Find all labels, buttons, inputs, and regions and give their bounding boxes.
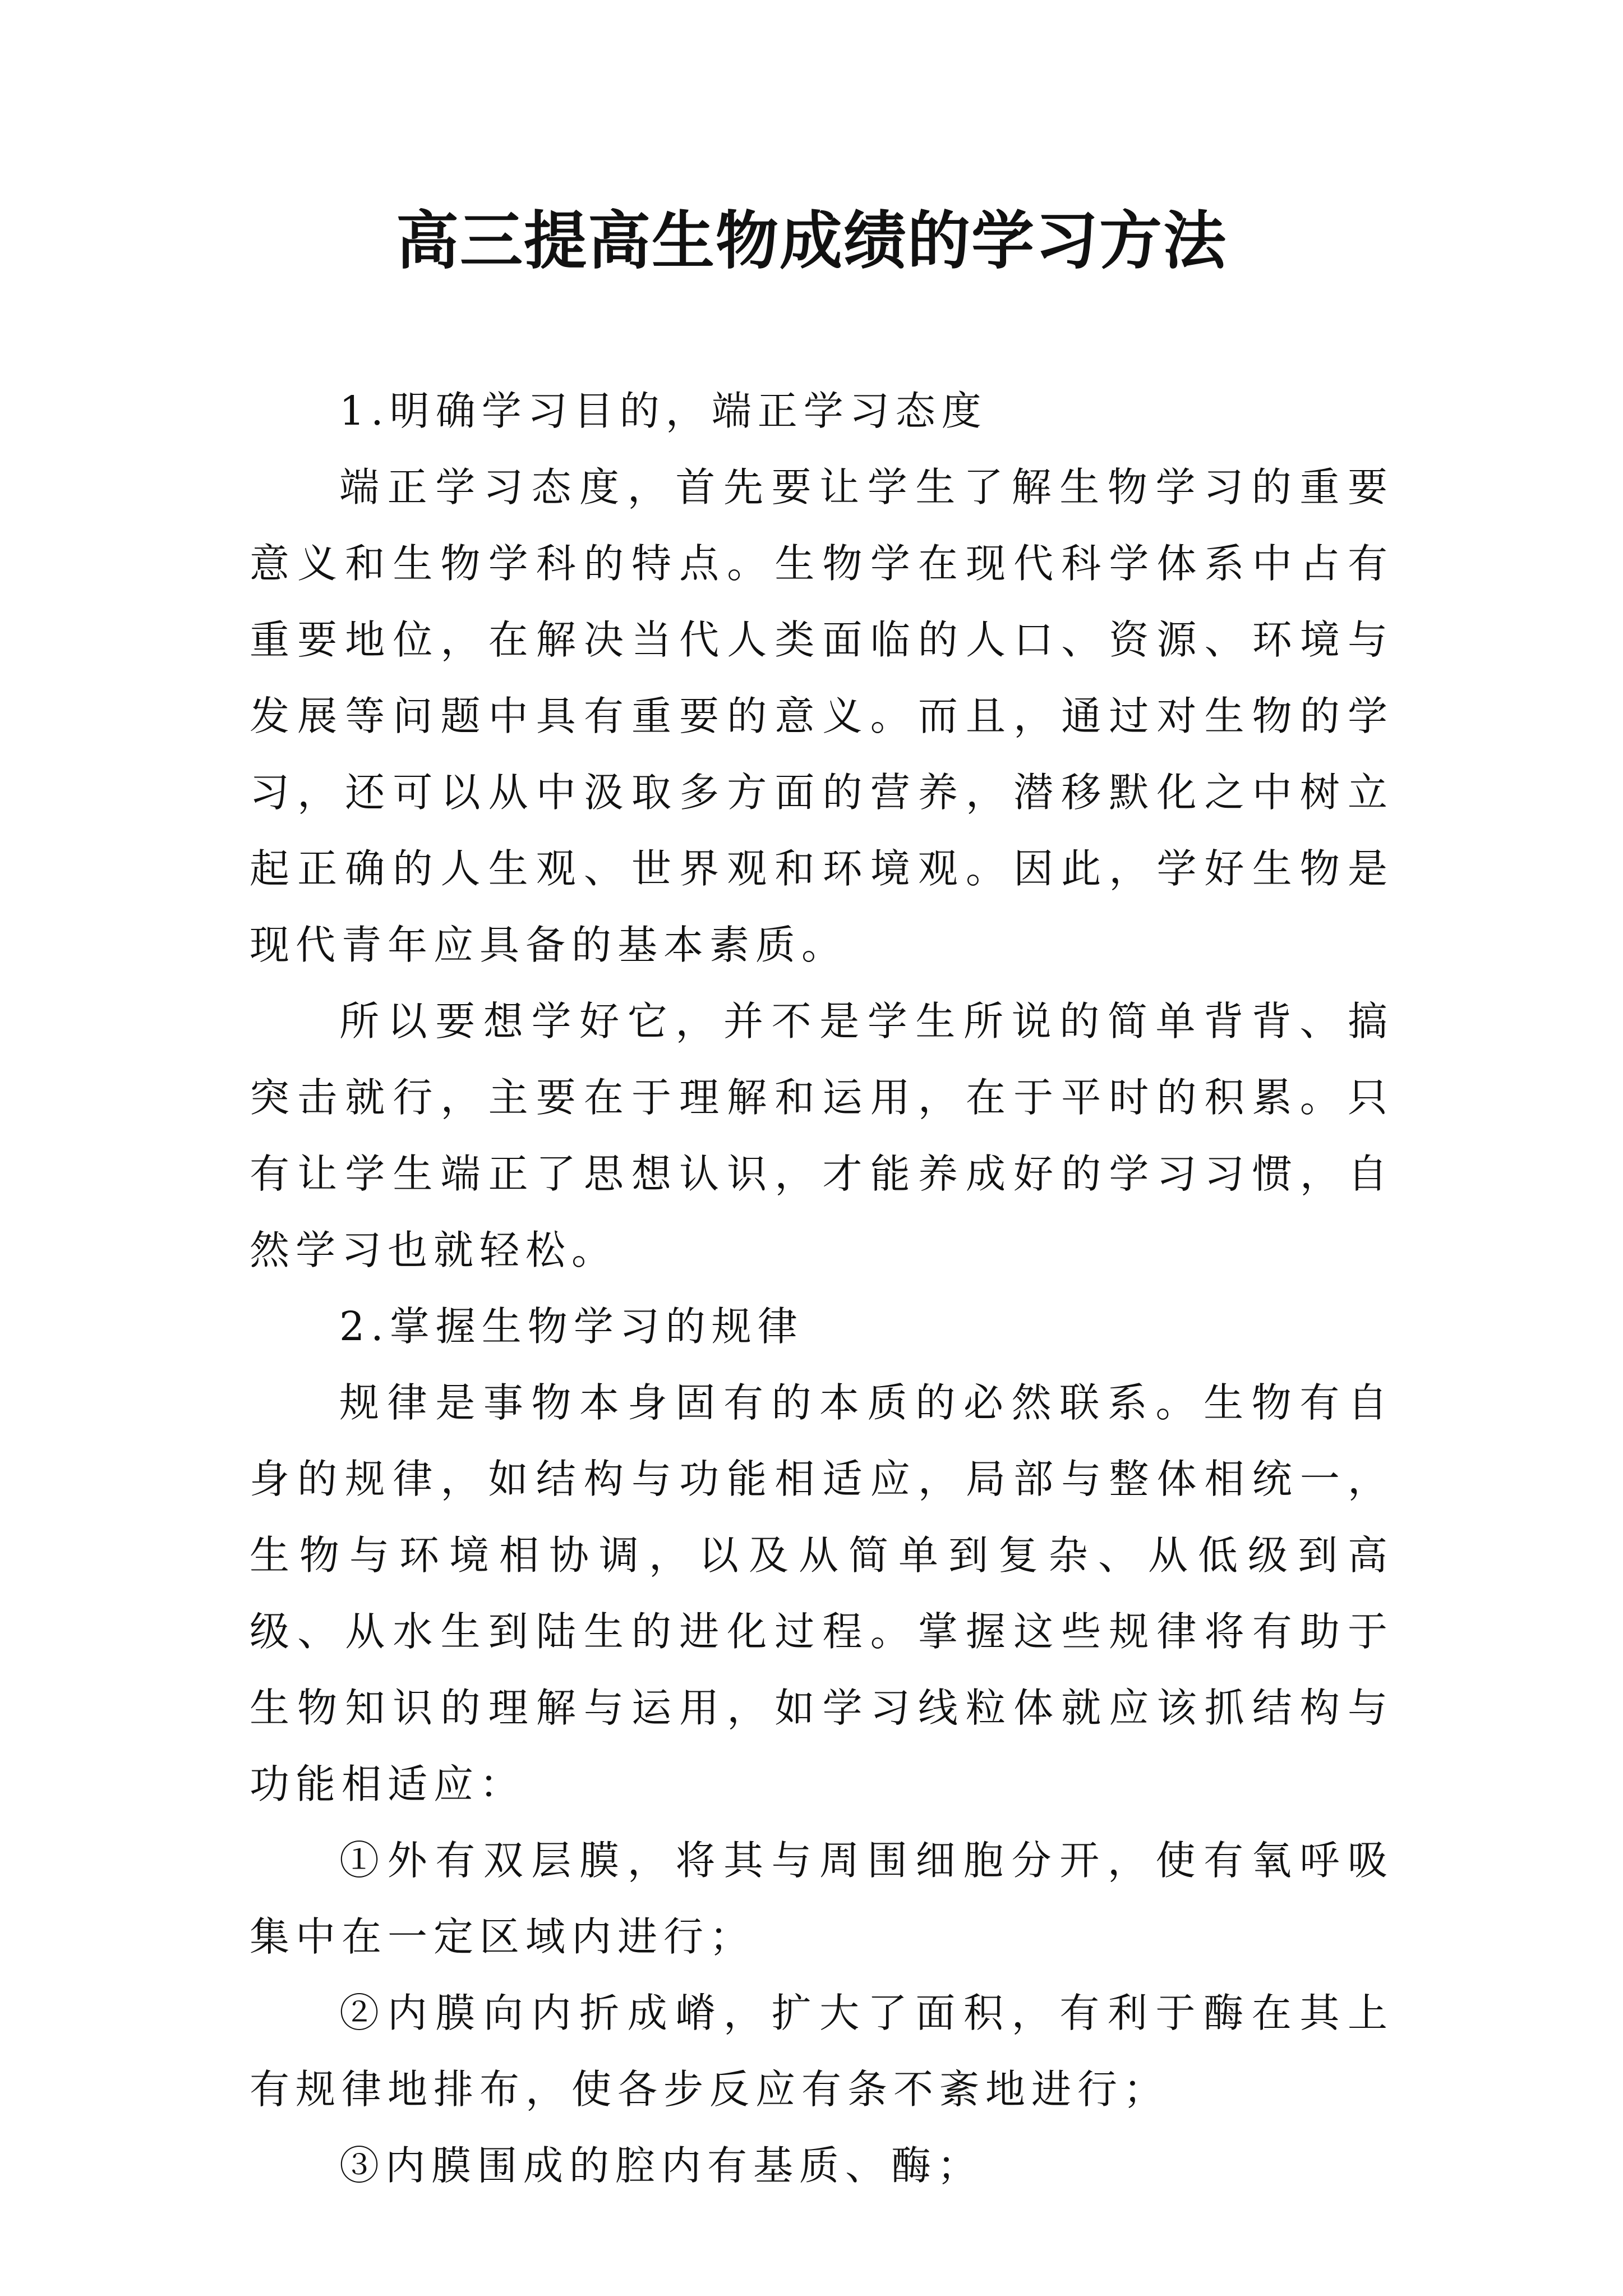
paragraph-1: 端正学习态度，首先要让学生了解生物学习的重要意义和生物学科的特点。生物学在现代科学体系中占有重要地位，在解决当代人类面临的人口、资源、环境与发展等问题中具有重要的意义。而且，通过对生物的学习，还可以从中汲取多方面的营养，潜移默化之中树立起正确的人生观、世界观和环境观。因此，学好生物是现代青年应具备的基本素质。 [250,464,1394,968]
paragraph-2: 所以要想学好它，并不是学生所说的简单背背、搞突击就行，主要在于理解和运用，在于平时的积累。只有让学生端正了思想认识，才能养成好的学习习惯，自然学习也就轻松。 [250,998,1394,1273]
list-item-3: ③内膜围成的腔内有基质、酶； [339,2142,984,2189]
paragraph-3: 规律是事物本身固有的本质的必然联系。生物有自身的规律，如结构与功能相适应，局部与整体相统一，生物与环境相协调，以及从简单到复杂、从低级到高级、从水生到陆生的进化过程。掌握这些规律将有助于生物知识的理解与运用，如学习线粒体就应该抓结构与功能相适应： [250,1379,1394,1807]
document-body [250,373,1394,2204]
section-heading-1: 1.明确学习目的，端正学习态度 [339,388,988,434]
list-item-2: ②内膜向内折成嵴，扩大了面积，有利于酶在其上有规律地排布，使各步反应有条不紊地进行； [250,1990,1394,2113]
list-item-1: ①外有双层膜，将其与周围细胞分开，使有氧呼吸集中在一定区域内进行； [250,1837,1394,1960]
document-title: 高三提高生物成绩的学习方法 [396,204,1227,278]
section-heading-2: 2.掌握生物学习的规律 [339,1303,804,1350]
